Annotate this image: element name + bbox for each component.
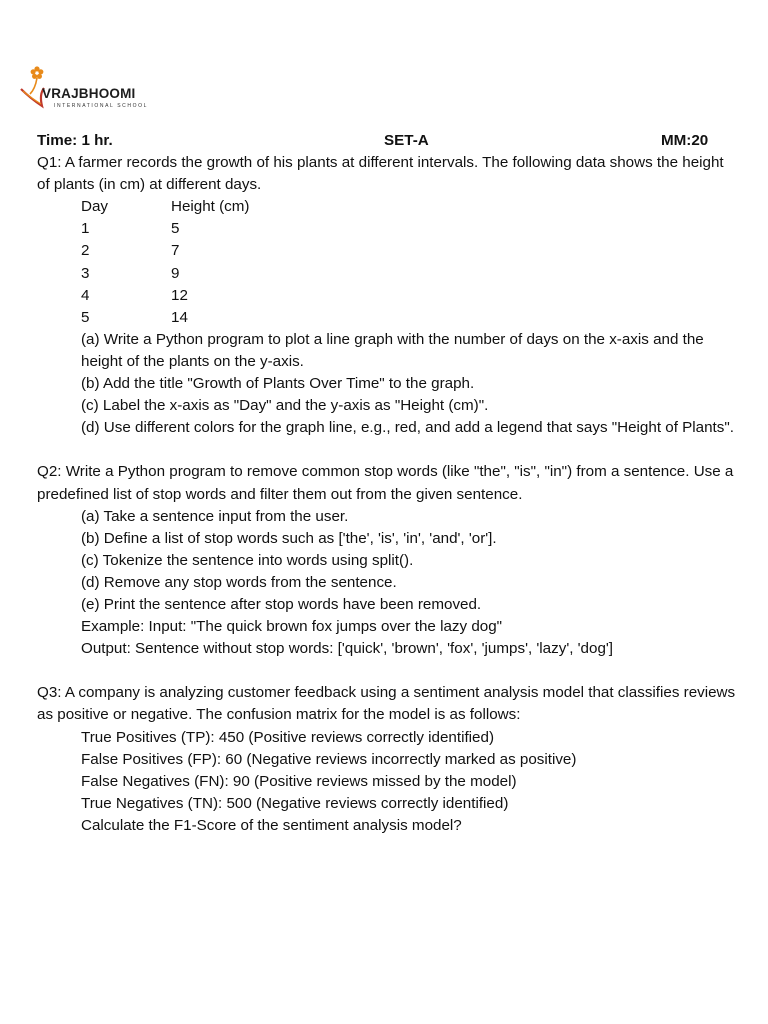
q3-task: Calculate the F1-Score of the sentiment analysis model? (81, 816, 462, 834)
school-tagline: INTERNATIONAL SCHOOL (54, 103, 148, 109)
table-row (81, 218, 737, 240)
table-cell-day: 4 (81, 286, 90, 304)
q2-part-c: (c) Tokenize the sentence into words using split(). (81, 551, 414, 569)
q1-part-b: (b) Add the title "Growth of Plants Over Time" to the graph. (81, 375, 475, 393)
table-cell-height: 9 (171, 264, 180, 282)
table-row (81, 285, 737, 307)
q3-intro: Q3: A company is analyzing customer feedback using a sentiment analysis model that classifies reviews as positive or negative. The confusion matrix for the model is as follows: (37, 684, 736, 724)
table-cell-day: 1 (81, 220, 90, 238)
q2-part-a: (a) Take a sentence input from the user. (81, 507, 349, 525)
q1-data-table (37, 196, 737, 329)
table-cell-height: 5 (171, 220, 180, 238)
table-row (81, 240, 737, 262)
q2-part-e: (e) Print the sentence after stop words have been removed. (81, 595, 482, 613)
q1-intro: Q1: A farmer records the growth of his plants at different intervals. The following data shows the height of plants (in cm) at different days. (37, 154, 724, 194)
table-cell-day: 2 (81, 242, 90, 260)
q1-part-a: (a) Write a Python program to plot a line graph with the number of days on the x-axis and the height of the plants on the y-axis. (81, 330, 704, 370)
exam-set: SET-A (384, 132, 429, 149)
table-cell-height: 12 (171, 286, 188, 304)
table-header-height: Height (cm) (171, 198, 250, 216)
table-row (81, 263, 737, 285)
spacer (37, 660, 737, 682)
exam-time: Time: 1 hr. (37, 132, 113, 149)
q2-part-d: (d) Remove any stop words from the sentence. (81, 573, 397, 591)
q3-false-negatives: False Negatives (FN): 90 (Positive reviews missed by the model) (81, 772, 517, 790)
school-logo (20, 64, 160, 114)
q1-part-c: (c) Label the x-axis as "Day" and the y-axis as "Height (cm)". (81, 397, 489, 415)
table-header-row (81, 196, 737, 218)
table-row (81, 307, 737, 329)
exam-body (37, 130, 737, 837)
q2-intro: Q2: Write a Python program to remove common stop words (like "the", "is", "in") from a sentence. Use a predefined list of stop words and filter them out from the given sentence. (37, 463, 734, 503)
q2-example-input: Example: Input: "The quick brown fox jumps over the lazy dog" (81, 618, 503, 636)
table-cell-day: 3 (81, 264, 90, 282)
table-cell-day: 5 (81, 308, 90, 326)
school-name: VRAJBHOOMI (42, 86, 136, 101)
q3-true-positives: True Positives (TP): 450 (Positive reviews correctly identified) (81, 728, 495, 746)
table-header-day: Day (81, 198, 109, 216)
exam-header (37, 130, 737, 152)
q3-false-positives: False Positives (FP): 60 (Negative reviews incorrectly marked as positive) (81, 750, 577, 768)
q3-true-negatives: True Negatives (TN): 500 (Negative reviews correctly identified) (81, 794, 509, 812)
q2-part-b: (b) Define a list of stop words such as ['the', 'is', 'in', 'and', 'or']. (81, 529, 497, 547)
q1-part-d: (d) Use different colors for the graph line, e.g., red, and add a legend that says "Height of Plants". (81, 419, 734, 437)
table-cell-height: 14 (171, 308, 188, 326)
table-cell-height: 7 (171, 242, 180, 260)
exam-max-marks: MM:20 (661, 132, 709, 149)
q2-example-output: Output: Sentence without stop words: ['quick', 'brown', 'fox', 'jumps', 'lazy', 'dog'] (81, 640, 614, 658)
spacer (37, 439, 737, 461)
